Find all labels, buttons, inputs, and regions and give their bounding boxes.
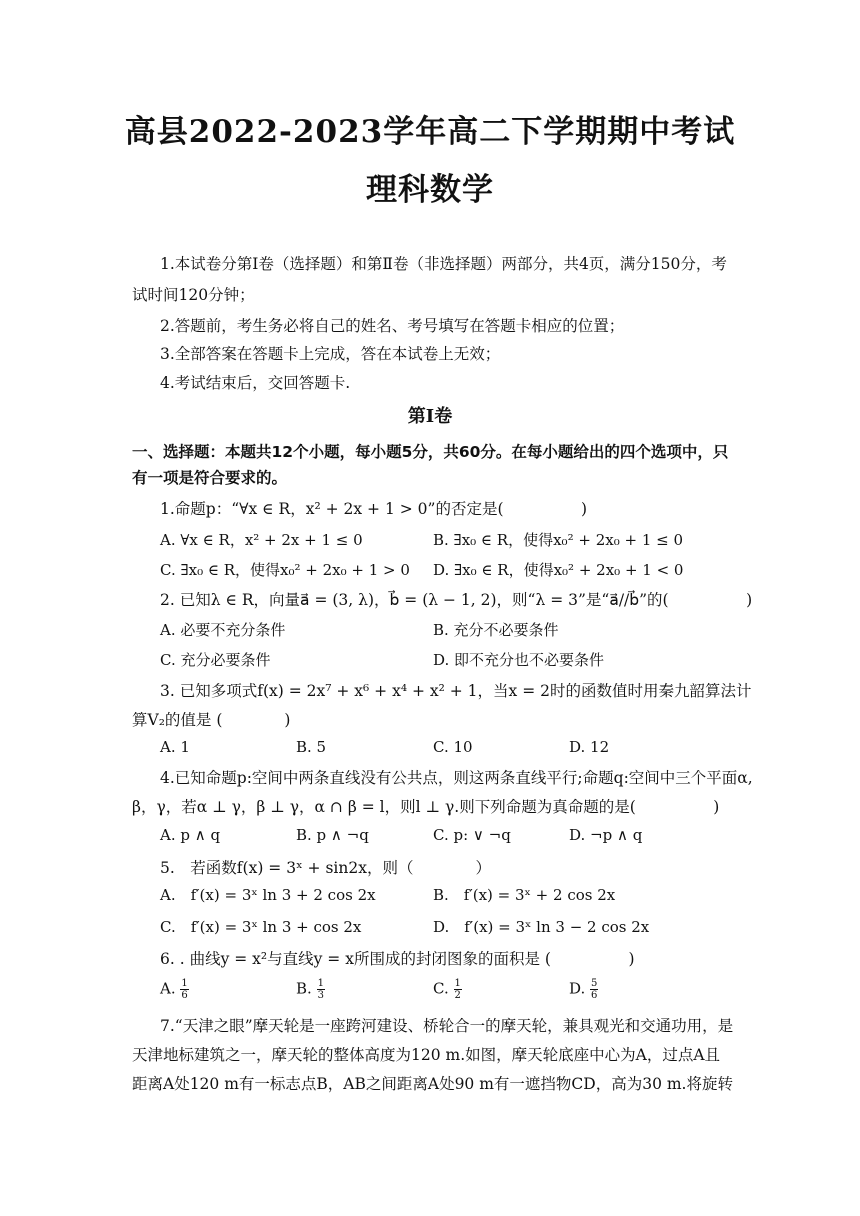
question-4-option-d: D. ¬p ∧ q: [569, 826, 643, 844]
note-3: 3.全部答案在答题卡上完成，答在本试卷上无效；: [160, 345, 501, 363]
question-6-stem: 6. . 曲线y = x²与直线y = x所围成的封闭图象的面积是 ( ): [160, 950, 635, 968]
question-7-line-2: 天津地标建筑之一，摩天轮的整体高度为120 m.如图，摩天轮底座中心为A，过点A且: [132, 1046, 721, 1064]
question-7-line-3: 距离A处120 m有一标志点B，AB之间距离A处90 m有一遮挡物CD，高为30 m.将旋转: [132, 1075, 733, 1093]
fraction-numerator: 5: [591, 978, 598, 989]
question-2-option-d: D. 即不充分也不必要条件: [433, 651, 605, 669]
question-1-option-a: A. ∀x ∈ R，x² + 2x + 1 ≤ 0: [160, 531, 363, 549]
section-title: 第Ⅰ卷: [407, 406, 453, 427]
exam-subtitle: 理科数学: [366, 172, 494, 208]
question-4-stem-cont: β，γ，若α ⊥ γ，β ⊥ γ，α ∩ β = l，则l ⊥ γ.则下列命题为真命题的是( ): [132, 798, 720, 816]
question-1-option-d: D. ∃x₀ ∈ R，使得x₀² + 2x₀ + 1 < 0: [433, 561, 684, 579]
question-5-option-b: B. f′(x) = 3ˣ + 2 cos 2x: [433, 886, 616, 904]
question-1-option-b: B. ∃x₀ ∈ R，使得x₀² + 2x₀ + 1 ≤ 0: [433, 531, 684, 549]
question-4-option-a: A. p ∧ q: [160, 826, 221, 844]
fraction: [590, 978, 598, 1001]
question-2-stem: 2. 已知λ ∈ R，向量a⃗ = (3, λ)，b⃗ = (λ − 1, 2)，则“λ = 3”是“a⃗//b⃗”的( ): [160, 591, 753, 609]
option-letter: B.: [296, 979, 312, 998]
question-5-option-a: A. f′(x) = 3ˣ ln 3 + 2 cos 2x: [160, 886, 376, 904]
question-4-option-c: C. p: ∨ ¬q: [433, 826, 511, 844]
question-1-stem: 1.命题p：“∀x ∈ R，x² + 2x + 1 > 0”的否定是( ): [160, 500, 588, 518]
question-4-option-b: B. p ∧ ¬q: [296, 826, 369, 844]
fraction-denominator: 3: [317, 990, 324, 1001]
question-7-line-1: 7.“天津之眼”摩天轮是一座跨河建设、桥轮合一的摩天轮，兼具观光和交通功用，是: [160, 1017, 734, 1035]
fraction: [317, 978, 325, 1001]
option-letter: C.: [433, 979, 449, 998]
question-6-option-a: [160, 978, 189, 1001]
fraction: [180, 978, 188, 1001]
exam-title: 高县2022-2023学年高二下学期期中考试: [124, 114, 736, 150]
question-3-option-b: B. 5: [296, 738, 327, 756]
question-5-option-c: C. f′(x) = 3ˣ ln 3 + cos 2x: [160, 918, 362, 936]
option-letter: A.: [160, 979, 176, 998]
note-4: 4.考试结束后，交回答题卡.: [160, 374, 351, 392]
fraction-numerator: 1: [181, 978, 188, 989]
question-6-option-c: [433, 978, 462, 1001]
note-2: 2.答题前，考生务必将自己的姓名、考号填写在答题卡相应的位置；: [160, 317, 625, 335]
fraction-denominator: 6: [181, 990, 188, 1001]
question-4-stem: 4.已知命题p:空间中两条直线没有公共点，则这两条直线平行;命题q:空间中三个平面α,: [160, 769, 753, 787]
question-2-option-b: B. 充分不必要条件: [433, 621, 559, 639]
fraction-numerator: 1: [454, 978, 461, 989]
question-3-stem-cont: 算V₂的值是 ( ): [132, 711, 291, 729]
question-5-option-d: D. f′(x) = 3ˣ ln 3 − 2 cos 2x: [433, 918, 650, 936]
fraction-denominator: 2: [454, 990, 461, 1001]
question-2-option-a: A. 必要不充分条件: [160, 621, 286, 639]
question-3-option-d: D. 12: [569, 738, 610, 756]
fraction-denominator: 6: [591, 990, 598, 1001]
note-1-cont: 试时间120分钟；: [132, 286, 255, 304]
section-intro-cont: 有一项是符合要求的。: [132, 469, 288, 487]
note-1: 1.本试卷分第Ⅰ卷（选择题）和第Ⅱ卷（非选择题）两部分，共4页，满分150分，考: [160, 255, 727, 273]
question-1-option-c: C. ∃x₀ ∈ R，使得x₀² + 2x₀ + 1 > 0: [160, 561, 410, 579]
question-5-stem: 5. 若函数f(x) = 3ˣ + sin2x，则（ ）: [160, 859, 491, 877]
question-6-option-d: [569, 978, 598, 1001]
question-3-option-a: A. 1: [160, 738, 190, 756]
question-3-stem: 3. 已知多项式f(x) = 2x⁷ + x⁶ + x⁴ + x² + 1，当x = 2时的函数值时用秦九韶算法计: [160, 682, 752, 700]
question-3-option-c: C. 10: [433, 738, 473, 756]
question-2-option-c: C. 充分必要条件: [160, 651, 271, 669]
fraction: [454, 978, 462, 1001]
question-6-option-b: [296, 978, 325, 1001]
option-letter: D.: [569, 979, 586, 998]
section-intro: 一、选择题：本题共12个小题，每小题5分，共60分。在每小题给出的四个选项中，只: [132, 443, 729, 461]
fraction-numerator: 1: [317, 978, 324, 989]
